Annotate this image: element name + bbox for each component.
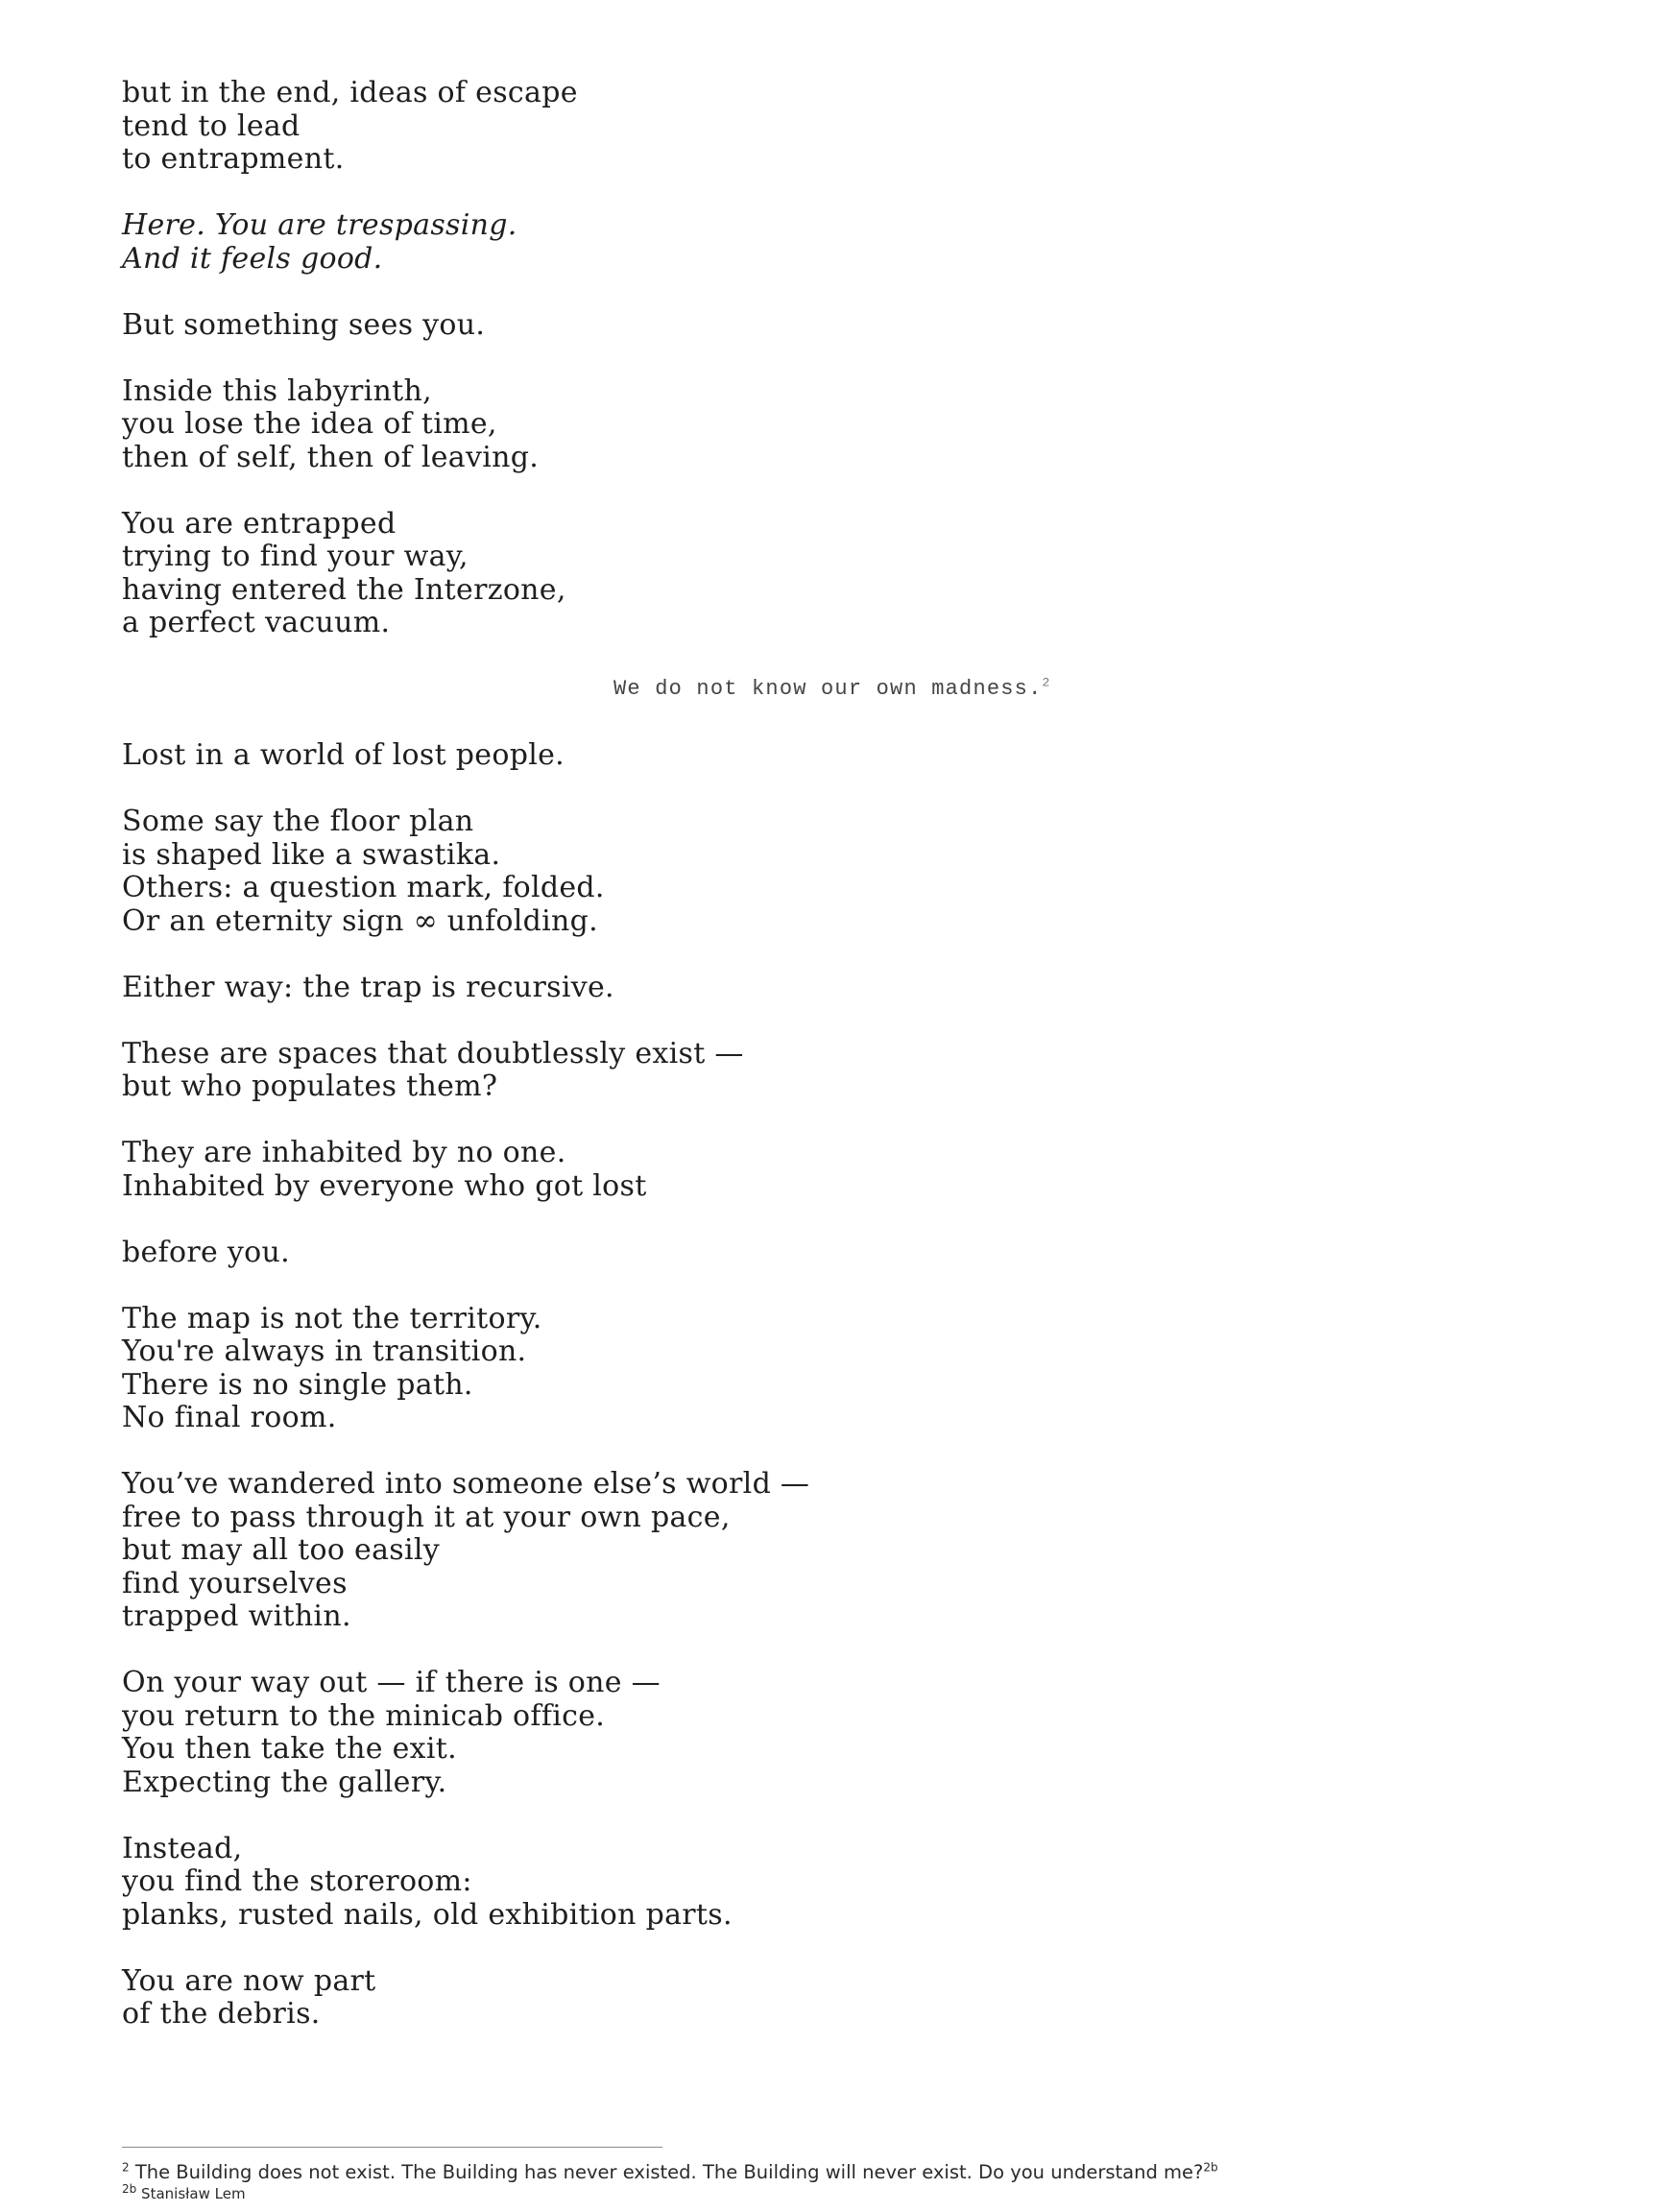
epigraph bbox=[122, 673, 1543, 707]
epigraph-footnote-marker[interactable]: 2 bbox=[1042, 675, 1050, 690]
poem-line: trapped within. bbox=[122, 1599, 351, 1633]
stanza bbox=[122, 1137, 1543, 1203]
poem-line: Expecting the gallery. bbox=[122, 1765, 447, 1799]
footnote-divider bbox=[122, 2147, 662, 2148]
stanza bbox=[122, 1038, 1543, 1104]
poem-line: You are entrapped bbox=[122, 506, 397, 541]
footnotes bbox=[122, 2160, 1543, 2202]
stanza bbox=[122, 508, 1543, 640]
poem-line: but in the end, ideas of escape bbox=[122, 76, 578, 109]
poem-line: before you. bbox=[122, 1235, 290, 1269]
footnote-2b-text: Stanisław Lem bbox=[141, 2185, 246, 2202]
poem-line: to entrapment. bbox=[122, 142, 345, 176]
poem-line: tend to lead bbox=[122, 108, 301, 143]
footnote-2b-reference[interactable]: 2b bbox=[1203, 2160, 1218, 2175]
poem-line: You’ve wandered into someone else’s world — bbox=[122, 1467, 810, 1501]
poem-line: The map is not the territory. bbox=[122, 1301, 542, 1335]
poem-line: you lose the idea of time, bbox=[122, 407, 497, 441]
poem-line: of the debris. bbox=[122, 1997, 321, 2031]
footnote-2-marker: 2 bbox=[122, 2160, 130, 2175]
poem-line: Inside this labyrinth, bbox=[122, 373, 432, 408]
stanza bbox=[122, 1468, 1543, 1634]
footnote-2b-marker: 2b bbox=[122, 2182, 137, 2196]
stanza bbox=[122, 972, 1543, 1005]
poem-line: No final room. bbox=[122, 1401, 337, 1434]
poem-line: Some say the floor plan bbox=[122, 805, 474, 838]
poem-line: Or an eternity sign ∞ unfolding. bbox=[122, 903, 599, 938]
stanza bbox=[122, 77, 1543, 177]
poem-line: Others: a question mark, folded. bbox=[122, 871, 605, 904]
stanza bbox=[122, 805, 1543, 938]
stanza bbox=[122, 1833, 1543, 1933]
poem-line: Either way: the trap is recursive. bbox=[122, 970, 614, 1004]
stanza bbox=[122, 375, 1543, 475]
poem-stanzas-after bbox=[122, 739, 1543, 2032]
poem-line: And it feels good. bbox=[122, 241, 383, 276]
poem-line: There is no single path. bbox=[122, 1367, 473, 1402]
stanza bbox=[122, 209, 1543, 276]
footnote-2 bbox=[122, 2160, 1543, 2185]
poem-stanzas-before bbox=[122, 77, 1543, 640]
poem-line: You're always in transition. bbox=[122, 1334, 527, 1368]
poem-line: planks, rusted nails, old exhibition parts. bbox=[122, 1897, 733, 1932]
poem-page bbox=[122, 77, 1543, 2064]
poem-line: On your way out — if there is one — bbox=[122, 1666, 661, 1699]
stanza bbox=[122, 1237, 1543, 1270]
poem-line: Here. You are trespassing. bbox=[122, 208, 517, 242]
poem-line: but may all too easily bbox=[122, 1533, 441, 1567]
poem-line: is shaped like a swastika. bbox=[122, 837, 501, 872]
footnote-2b bbox=[122, 2182, 1543, 2202]
poem-line: Inhabited by everyone who got lost bbox=[122, 1168, 647, 1203]
poem-line: having entered the Interzone, bbox=[122, 572, 566, 607]
poem-line: You are now part bbox=[122, 1963, 376, 1998]
poem-line: a perfect vacuum. bbox=[122, 606, 391, 639]
poem-line: Lost in a world of lost people. bbox=[122, 738, 565, 772]
stanza bbox=[122, 309, 1543, 343]
poem-line: But something sees you. bbox=[122, 307, 486, 342]
poem-line: Instead, bbox=[122, 1831, 243, 1865]
poem-line: but who populates them? bbox=[122, 1070, 498, 1103]
poem-line: free to pass through it at your own pace, bbox=[122, 1500, 731, 1534]
stanza bbox=[122, 1303, 1543, 1435]
stanza bbox=[122, 1965, 1543, 2032]
poem-line: They are inhabited by no one. bbox=[122, 1136, 566, 1169]
stanza bbox=[122, 1667, 1543, 1799]
poem-line: These are spaces that doubtlessly exist — bbox=[122, 1036, 744, 1070]
poem-line: you return to the minicab office. bbox=[122, 1698, 606, 1733]
poem-line: you find the storeroom: bbox=[122, 1864, 472, 1898]
poem-line: find yourselves bbox=[122, 1566, 348, 1600]
epigraph-text: We do not know our own madness. bbox=[613, 677, 1043, 701]
poem-line: You then take the exit. bbox=[122, 1732, 457, 1766]
poem-line: trying to find your way, bbox=[122, 540, 469, 573]
stanza bbox=[122, 739, 1543, 773]
footnote-2-text: The Building does not exist. The Building has never existed. The Building will never exist. Do you understand me? bbox=[134, 2161, 1204, 2183]
poem-line: then of self, then of leaving. bbox=[122, 440, 540, 474]
